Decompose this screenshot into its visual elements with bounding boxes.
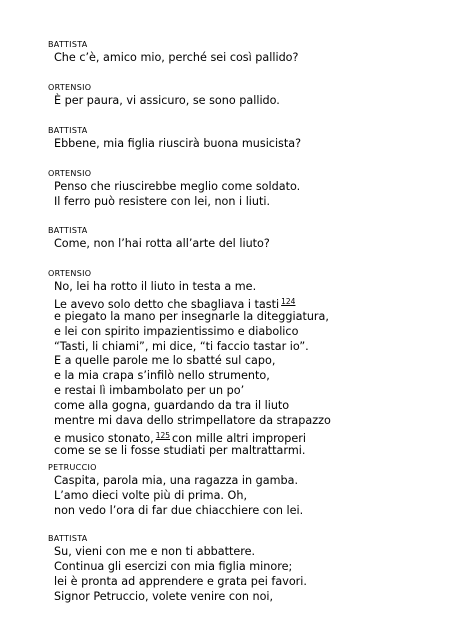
verse-line: No, lei ha rotto il liuto in testa a me. <box>54 280 257 293</box>
speech-lines <box>54 180 300 210</box>
verse-line: Che c’è, amico mio, perché sei così pallido? <box>54 51 299 64</box>
verse-line: L’amo dieci volte più di prima. Oh, <box>54 488 248 502</box>
verse-line: Su, vieni con me e non ti abbattere. <box>54 545 256 558</box>
speech-lines <box>54 137 301 152</box>
verse-line: e lei con spirito impazientissimo e diabolico <box>54 324 299 338</box>
speaker-name: BATTISTA <box>48 40 88 49</box>
footnote-ref-124[interactable]: 124 <box>281 296 296 306</box>
speaker-name: PETRUCCIO <box>48 463 97 472</box>
verse-line: “Tasti, li chiami”, mi dice, “ti faccio tastar io”. <box>54 339 309 353</box>
verse-line: e restai lì imbambolato per un po’ <box>54 384 245 398</box>
speaker-name: BATTISTA <box>48 534 88 543</box>
speech-lines <box>54 94 280 109</box>
speech-lines <box>54 237 270 252</box>
verse-line: lei è pronta ad apprendere e grata pei favori. <box>54 574 307 588</box>
verse-line <box>54 295 331 310</box>
verse-line: Ebbene, mia figlia riuscirà buona musicista? <box>54 137 302 150</box>
speech-lines <box>54 545 307 605</box>
verse-line: È per paura, vi assicuro, se sono pallido. <box>54 94 280 107</box>
speech-lines <box>54 474 303 519</box>
verse-line: come alla gogna, guardando da tra il liuto <box>54 399 290 413</box>
speaker-name: ORTENSIO <box>48 83 92 92</box>
verse-line: Come, non l’hai rotta all’arte del liuto? <box>54 237 270 250</box>
speaker-name: BATTISTA <box>48 226 88 235</box>
verse-line: e piegato la mano per insegnarle la diteggiatura, <box>54 309 329 323</box>
verse-line: Il ferro può resistere con lei, non i liuti. <box>54 194 271 208</box>
speech-lines <box>54 51 298 66</box>
verse-line-text-after: con mille altri improperi <box>172 431 306 445</box>
verse-line: Penso che riuscirebbe meglio come soldato. <box>54 180 301 193</box>
verse-line: Caspita, parola mia, una ragazza in gamba. <box>54 474 298 487</box>
verse-line-text: Le avevo solo detto che sbagliava i tasti <box>54 297 280 311</box>
verse-line-text: e musico stonato, <box>54 431 154 445</box>
footnote-ref-125[interactable]: 125 <box>155 430 171 440</box>
speaker-name: ORTENSIO <box>48 269 92 278</box>
verse-line: non vedo l’ora di far due chiacchiere con lei. <box>54 503 304 517</box>
verse-line: Continua gli esercizi con mia figlia minore; <box>54 559 293 573</box>
speech-lines <box>54 280 331 459</box>
speaker-name: BATTISTA <box>48 126 88 135</box>
verse-line <box>54 429 331 444</box>
verse-line: E a quelle parole me lo sbatté sul capo, <box>54 354 276 368</box>
verse-line: e la mia crapa s’infilò nello strumento, <box>54 369 270 383</box>
verse-line: mentre mi dava dello strimpellatore da strapazzo <box>54 414 331 428</box>
speaker-name: ORTENSIO <box>48 169 92 178</box>
verse-line: come se se li fosse studiati per maltrattarmi. <box>54 443 306 457</box>
verse-line: Signor Petruccio, volete venire con noi, <box>54 589 274 603</box>
